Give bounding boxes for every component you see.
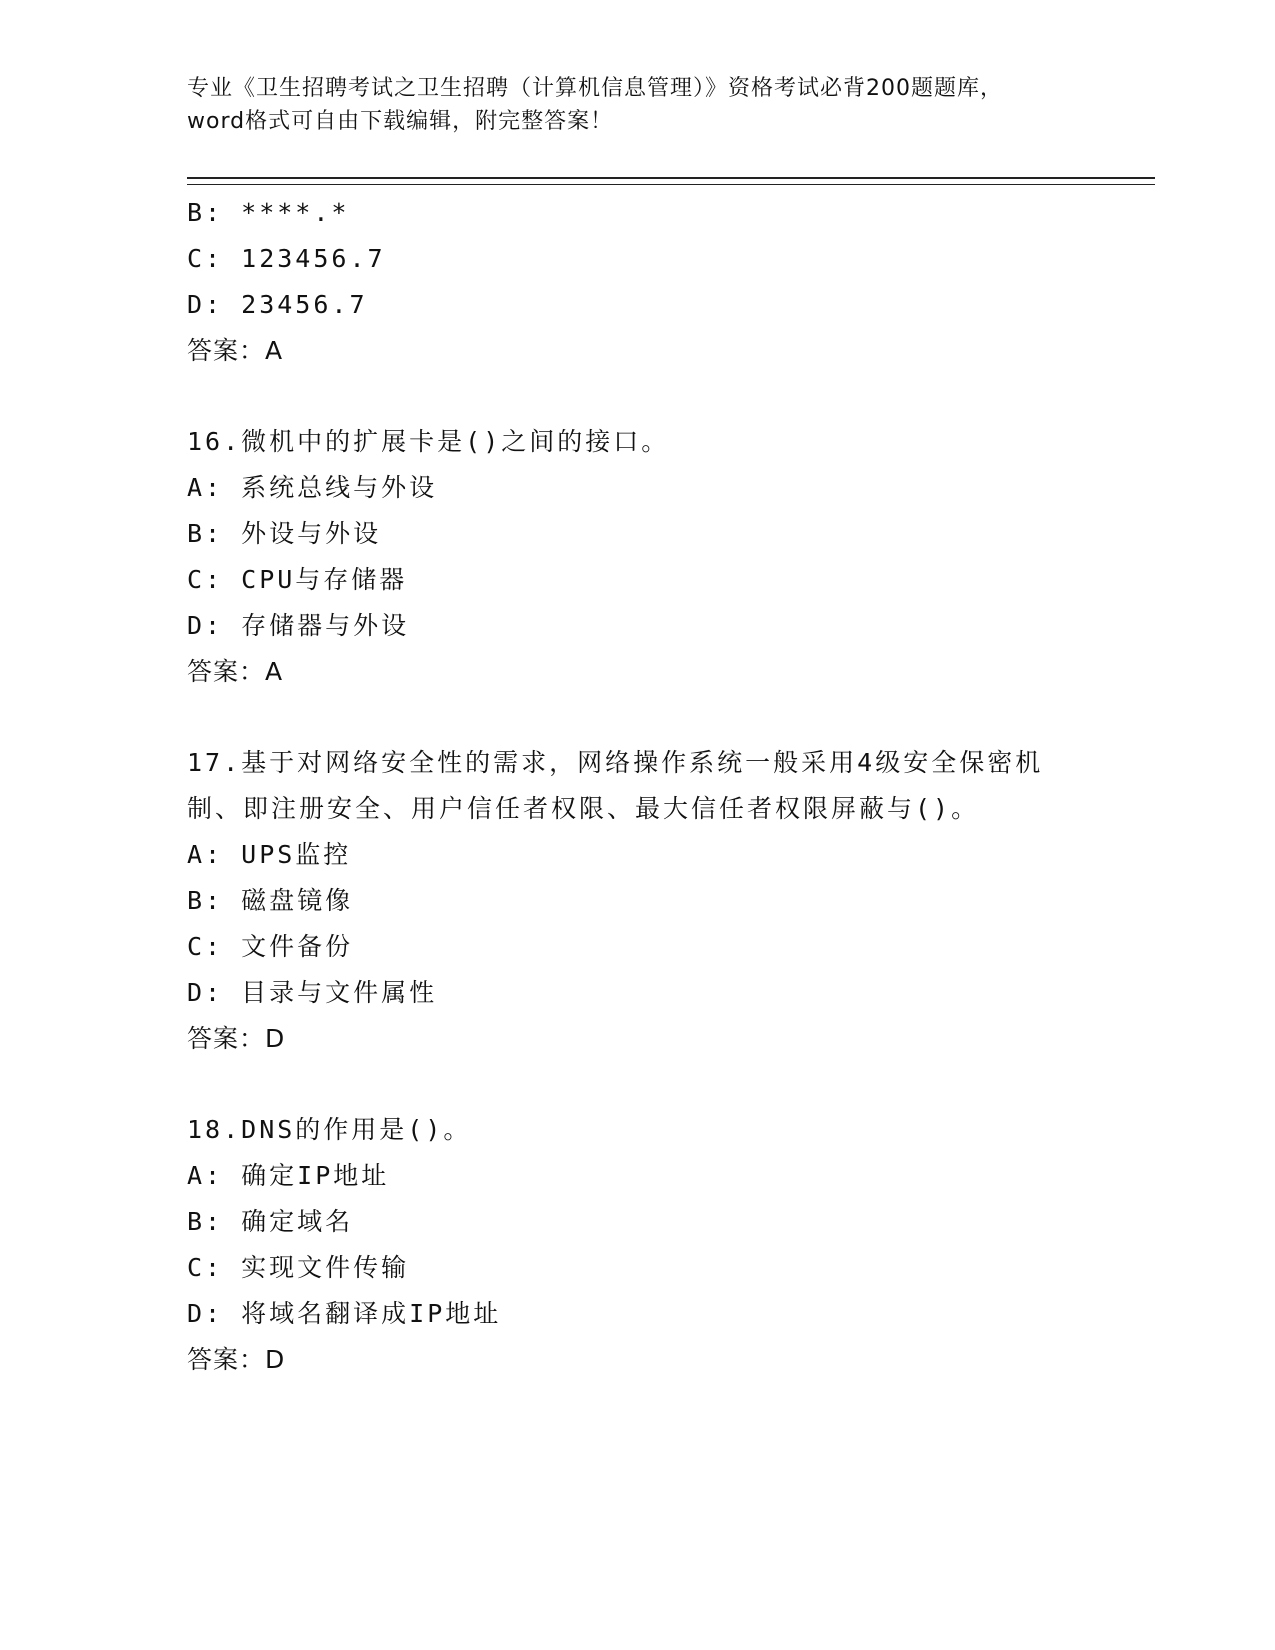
header-divider — [187, 177, 1155, 185]
option-c: C: 123456.7 — [187, 244, 386, 273]
option-d: D: 存储器与外设 — [187, 611, 410, 640]
question-stem-line-1: 17.基于对网络安全性的需求，网络操作系统一般采用4级安全保密机 — [187, 748, 1044, 777]
question-16 — [187, 419, 1107, 695]
option-a: A: 系统总线与外设 — [187, 473, 438, 502]
option-b: B: ****.* — [187, 198, 350, 227]
spacer — [187, 1062, 1107, 1107]
header-title-line-2: word格式可自由下载编辑，附完整答案！ — [187, 109, 614, 134]
continued-question — [187, 190, 1107, 374]
spacer — [187, 695, 1107, 740]
question-18 — [187, 1107, 1107, 1383]
question-stem-line-2: 制、即注册安全、用户信任者权限、最大信任者权限屏蔽与()。 — [187, 794, 980, 823]
option-b: B: 确定域名 — [187, 1207, 354, 1236]
answer: 答案：A — [187, 336, 284, 365]
option-a: A: UPS监控 — [187, 840, 352, 869]
header-title-line-1: 专业《卫生招聘考试之卫生招聘（计算机信息管理）》资格考试必背200题题库， — [187, 76, 1003, 101]
page-header — [187, 72, 1087, 138]
option-c: C: CPU与存储器 — [187, 565, 408, 594]
option-d: D: 23456.7 — [187, 290, 368, 319]
question-stem: 16.微机中的扩展卡是()之间的接口。 — [187, 427, 670, 456]
answer: 答案：A — [187, 657, 284, 686]
option-c: C: 文件备份 — [187, 932, 354, 961]
option-b: B: 外设与外设 — [187, 519, 382, 548]
answer: 答案：D — [187, 1024, 286, 1053]
option-c: C: 实现文件传输 — [187, 1253, 410, 1282]
spacer — [187, 374, 1107, 419]
option-d: D: 目录与文件属性 — [187, 978, 438, 1007]
question-17 — [187, 740, 1107, 1062]
question-list — [187, 190, 1107, 1383]
question-stem: 18.DNS的作用是()。 — [187, 1115, 472, 1144]
option-a: A: 确定IP地址 — [187, 1161, 390, 1190]
answer: 答案：D — [187, 1345, 286, 1374]
option-d: D: 将域名翻译成IP地址 — [187, 1299, 502, 1328]
option-b: B: 磁盘镜像 — [187, 886, 354, 915]
